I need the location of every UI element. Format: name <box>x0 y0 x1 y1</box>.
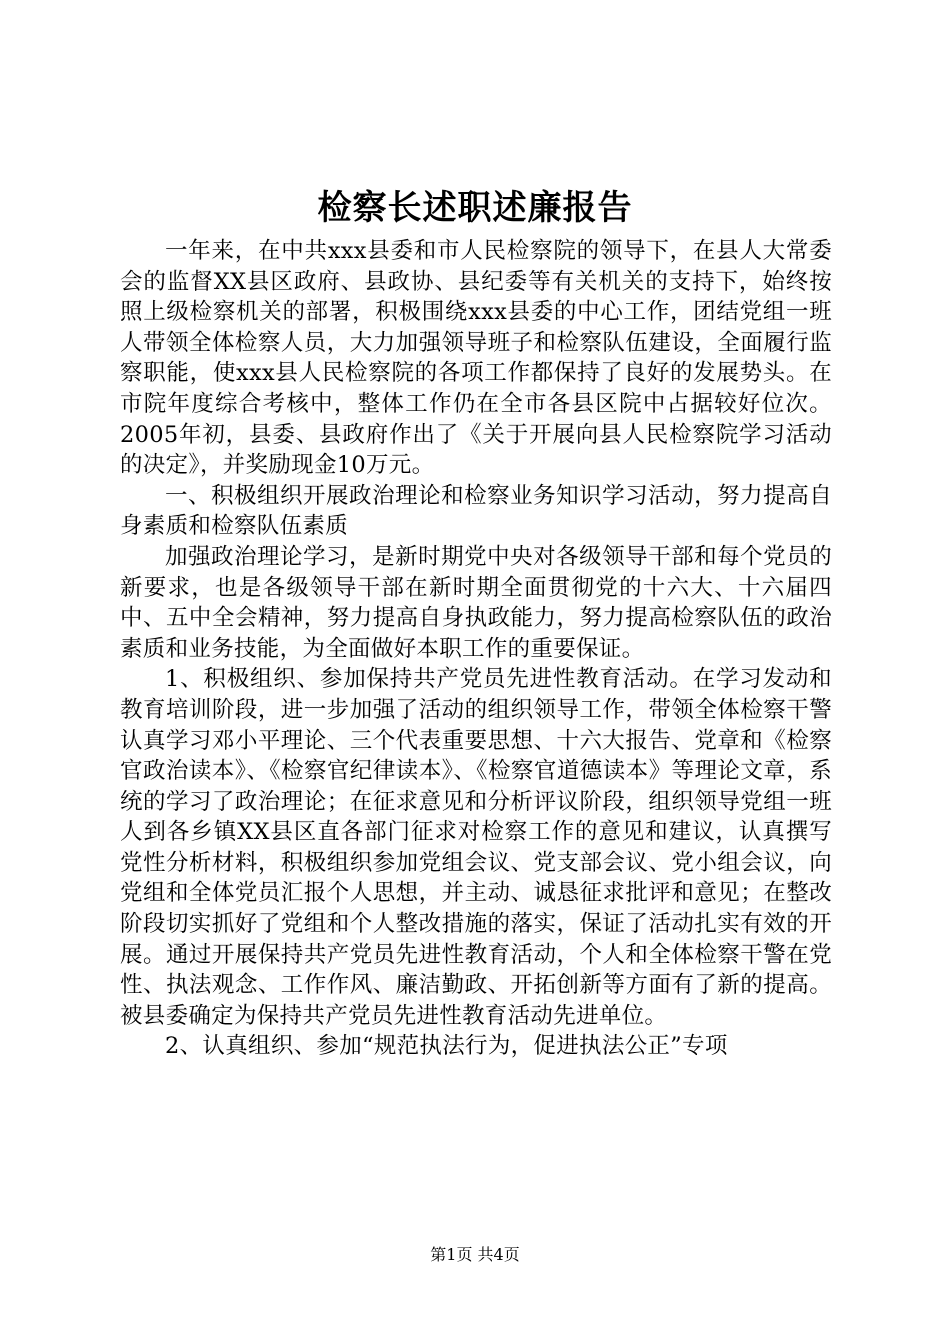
section-heading-1: 一、积极组织开展政治理论和检察业务知识学习活动，努力提高自身素质和检察队伍素质 <box>120 482 832 540</box>
page-number: 第1页 共4页 <box>430 1245 520 1264</box>
paragraph-intro: 一年来，在中共xxx县委和市人民检察院的领导下，在县人大常委会的监督XX县区政府、县政协、县纪委等有关机关的支持下，始终按照上级检察机关的部署，积极围绕xxx县委的中心工作，团结党组一班人带领全体检察人员，大力加强领导班子和检察队伍建设，全面履行监察职能，使xxx县人民检察院的各项工作都保持了良好的发展势头。在市院年度综合考核中，整体工作仍在全市各县区院中占据较好位次。2005年初，县委、县政府作出了《关于开展向县人民检察院学习活动的决定》，并奖励现金10万元。 <box>120 238 832 479</box>
paragraph-item-2: 2、认真组织、参加“规范执法行为，促进执法公正”专项 <box>165 1033 728 1060</box>
document-title: 检察长述职述廉报告 <box>317 188 633 228</box>
paragraph-item-1: 1、积极组织、参加保持共产党员先进性教育活动。在学习发动和教育培训阶段，进一步加强了活动的组织领导工作，带领全体检察干警认真学习邓小平理论、三个代表重要思想、十六大报告、党章和《检察官政治读本》、《检察官纪律读本》、《检察官道德读本》等理论文章，系统的学习了政治理论；在征求意见和分析评议阶段，组织领导党组一班人到各乡镇XX县区直各部门征求对检察工作的意见和建议，认真撰写党性分析材料，积极组织参加党组会议、党支部会议、党小组会议，向党组和全体党员汇报个人思想，并主动、诚恳征求批评和意见；在整改阶段切实抓好了党组和个人整改措施的落实，保证了活动扎实有效的开展。通过开展保持共产党员先进性教育活动，个人和全体检察干警在党性、执法观念、工作作风、廉洁勤政、开拓创新等方面有了新的提高。被县委确定为保持共产党员先进性教育活动先进单位。 <box>120 666 832 1029</box>
document-body <box>120 236 832 1062</box>
paragraph-study: 加强政治理论学习，是新时期党中央对各级领导干部和每个党员的新要求，也是各级领导干部在新时期全面贯彻党的十六大、十六届四中、五中全会精神，努力提高自身执政能力，努力提高检察队伍的政治素质和业务技能，为全面做好本职工作的重要保证。 <box>120 543 832 662</box>
